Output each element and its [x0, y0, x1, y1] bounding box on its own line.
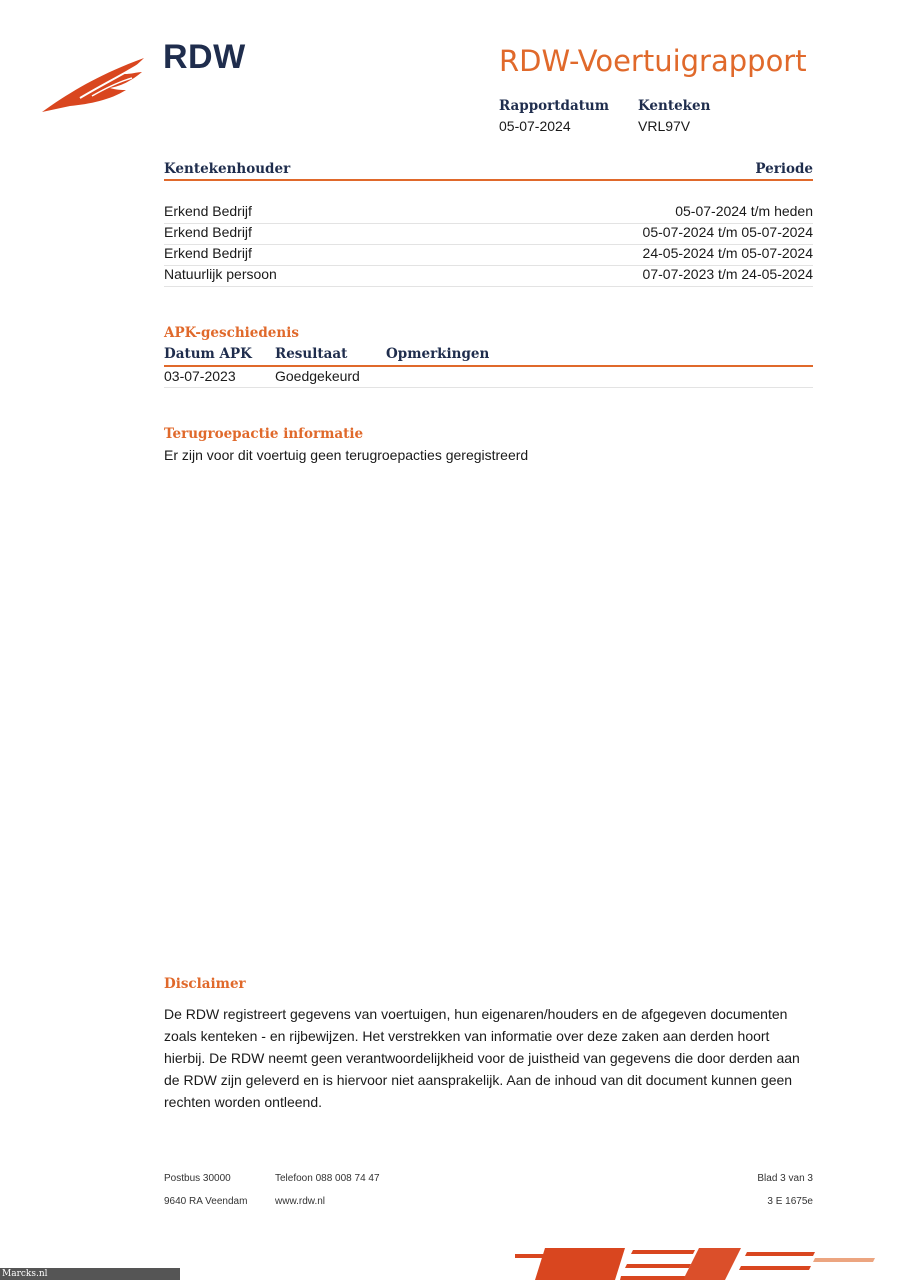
footer-website-link[interactable]: www.rdw.nl: [275, 1196, 326, 1207]
footer-page-number: Blad 3 van 3: [757, 1173, 813, 1184]
disclaimer-text: De RDW registreert gegevens van voertuigen, hun eigenaren/houders en de afgegeven documenten zoals kenteken - en rijbewijzen. Het verstrekken van informatie over deze zaken aan derden hoort hierbij. De RDW neemt geen verantwoordelijkheid voor de juistheid van gegevens die door derden aan de RDW zijn geleverd en is hiervoor niet aansprakelijk. Aan de inhoud van dit document kunnen geen rechten worden ontleend.: [164, 1006, 800, 1110]
row-divider: [164, 387, 813, 388]
holder-name: Erkend Bedrijf: [164, 245, 252, 261]
recall-section-title: Terugroepactie informatie: [164, 426, 364, 442]
recall-text: Er zijn voor dit voertuig geen terugroepacties geregistreerd: [164, 447, 529, 463]
row-divider: [164, 286, 813, 287]
footer-postbus: Postbus 30000: [164, 1173, 231, 1184]
footer-city: 9640 RA Veendam: [164, 1196, 248, 1207]
holders-header-rule: [164, 179, 813, 181]
holder-period: 05-07-2024 t/m heden: [675, 203, 813, 219]
report-date-value: 05-07-2024: [499, 118, 571, 134]
plate-value: VRL97V: [638, 118, 691, 134]
disclaimer-title: Disclaimer: [164, 976, 246, 992]
holder-period: 24-05-2024 t/m 05-07-2024: [642, 245, 813, 261]
holder-period: 07-07-2023 t/m 24-05-2024: [642, 266, 813, 282]
decorative-stripes-icon: [515, 1244, 875, 1280]
apk-remarks-column-header: Opmerkingen: [386, 346, 490, 362]
holder-column-header: Kentekenhouder: [164, 161, 291, 177]
holder-name: Erkend Bedrijf: [164, 224, 252, 240]
report-date-label: Rapportdatum: [499, 98, 610, 114]
holder-period: 05-07-2024 t/m 05-07-2024: [642, 224, 813, 240]
page-title: RDW-Voertuigrapport: [499, 44, 807, 78]
apk-header-rule: [164, 365, 813, 367]
period-column-header: Periode: [755, 161, 813, 177]
holder-name: Erkend Bedrijf: [164, 203, 252, 219]
apk-result: Goedgekeurd: [275, 368, 360, 384]
apk-result-column-header: Resultaat: [275, 346, 348, 362]
holder-name: Natuurlijk persoon: [164, 266, 277, 282]
apk-section-title: APK-geschiedenis: [164, 325, 299, 341]
apk-date: 03-07-2023: [164, 368, 236, 384]
rdw-feather-logo-icon: [40, 52, 150, 116]
apk-date-column-header: Datum APK: [164, 346, 252, 362]
footer-phone: Telefoon 088 008 74 47: [275, 1173, 380, 1184]
source-badge: Marcks.nl: [0, 1268, 180, 1280]
brand-name: RDW: [163, 38, 246, 76]
footer-doc-code: 3 E 1675e: [767, 1196, 813, 1207]
plate-label: Kenteken: [638, 98, 711, 114]
